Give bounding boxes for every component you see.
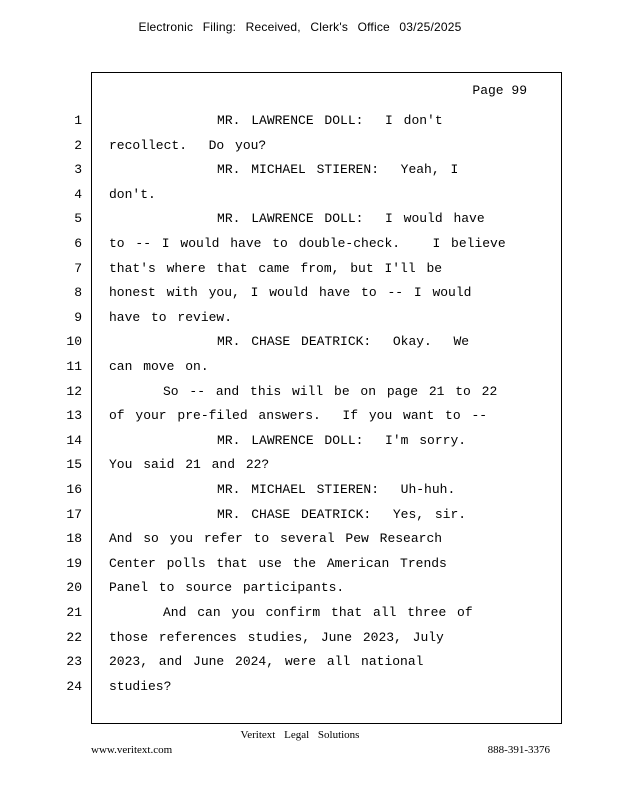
- line-text: MR. LAWRENCE DOLL: I would have: [109, 211, 485, 227]
- line-number: 22: [66, 629, 82, 645]
- line-number: 5: [74, 211, 82, 227]
- line-text: Panel to source participants.: [109, 580, 345, 596]
- line-number: 24: [66, 678, 82, 694]
- transcript-line: [0, 111, 618, 131]
- line-number: 16: [66, 482, 82, 497]
- line-number: 18: [66, 531, 82, 547]
- transcript-line: [0, 382, 618, 402]
- line-number: 19: [66, 555, 82, 571]
- line-number: 14: [66, 432, 82, 448]
- line-number: 6: [74, 236, 82, 251]
- line-text: MR. LAWRENCE DOLL: I'm sorry.: [109, 432, 467, 448]
- line-text: honest with you, I would have to -- I would: [109, 285, 472, 301]
- line-text: MR. CHASE DEATRICK: Okay. We: [109, 334, 470, 350]
- transcript-line: [0, 234, 618, 254]
- line-number: 4: [74, 186, 82, 202]
- line-number: 2: [74, 137, 82, 153]
- transcript-line: [0, 677, 618, 697]
- transcript-line: [0, 578, 618, 598]
- line-number: 23: [66, 654, 82, 670]
- line-number: 11: [66, 359, 82, 374]
- transcript-line: [0, 652, 618, 672]
- transcript-line: [0, 628, 618, 648]
- line-number: 12: [66, 383, 82, 399]
- line-text: don't.: [109, 186, 156, 202]
- filing-stamp: Electronic Filing: Received, Clerk's Office 03/25/2025: [138, 20, 462, 34]
- transcript-line: [0, 357, 618, 377]
- line-text: can move on.: [109, 359, 209, 374]
- line-text: And can you confirm that all three of: [109, 605, 473, 620]
- transcript-line: [0, 406, 618, 426]
- line-number: 3: [74, 162, 82, 178]
- transcript-line: [0, 209, 618, 229]
- line-text: MR. MICHAEL STIEREN: Yeah, I: [109, 162, 459, 178]
- line-number: 15: [66, 457, 82, 473]
- line-number: 9: [74, 309, 82, 325]
- line-text: MR. CHASE DEATRICK: Yes, sir.: [109, 506, 467, 522]
- line-number: 1: [74, 113, 82, 128]
- line-text: that's where that came from, but I'll be: [109, 260, 443, 276]
- line-text: You said 21 and 22?: [109, 457, 270, 473]
- line-number: 13: [66, 408, 82, 424]
- transcript-line: [0, 283, 618, 303]
- line-text: Center polls that use the American Trends: [109, 555, 447, 571]
- transcript-line: [0, 529, 618, 549]
- transcript-line: [0, 505, 618, 525]
- transcript-line: [0, 431, 618, 451]
- line-number: 21: [66, 605, 82, 620]
- transcript-line: [0, 480, 618, 500]
- transcript-line: [0, 259, 618, 279]
- line-text: of your pre-filed answers. If you want to --: [109, 408, 488, 424]
- line-text: And so you refer to several Pew Research: [109, 531, 443, 547]
- page-number: Page 99: [472, 83, 527, 98]
- transcript-line: [0, 554, 618, 574]
- line-number: 20: [66, 580, 82, 596]
- footer-website: www.veritext.com: [91, 744, 173, 756]
- line-number: 7: [74, 260, 82, 276]
- line-number: 10: [66, 334, 82, 350]
- line-text: recollect. Do you?: [109, 137, 267, 153]
- line-text: have to review.: [109, 309, 233, 325]
- transcript-line: [0, 160, 618, 180]
- transcript-line: [0, 603, 618, 623]
- line-text: to -- I would have to double-check. I believe: [109, 236, 506, 251]
- line-text: those references studies, June 2023, July: [109, 629, 444, 645]
- line-text: MR. LAWRENCE DOLL: I don't: [109, 113, 443, 128]
- line-text: MR. MICHAEL STIEREN: Uh-huh.: [109, 482, 456, 497]
- transcript-line: [0, 455, 618, 475]
- transcript-line: [0, 332, 618, 352]
- footer-company: Veritext Legal Solutions: [240, 729, 360, 741]
- line-text: So -- and this will be on page 21 to 22: [109, 383, 498, 399]
- transcript-line: [0, 308, 618, 328]
- transcript-line: [0, 136, 618, 156]
- transcript-line: [0, 185, 618, 205]
- line-text: 2023, and June 2024, were all national: [109, 654, 424, 670]
- line-text: studies?: [109, 678, 172, 694]
- line-number: 8: [74, 285, 82, 301]
- footer-phone: 888-391-3376: [487, 744, 550, 756]
- line-number: 17: [66, 506, 82, 522]
